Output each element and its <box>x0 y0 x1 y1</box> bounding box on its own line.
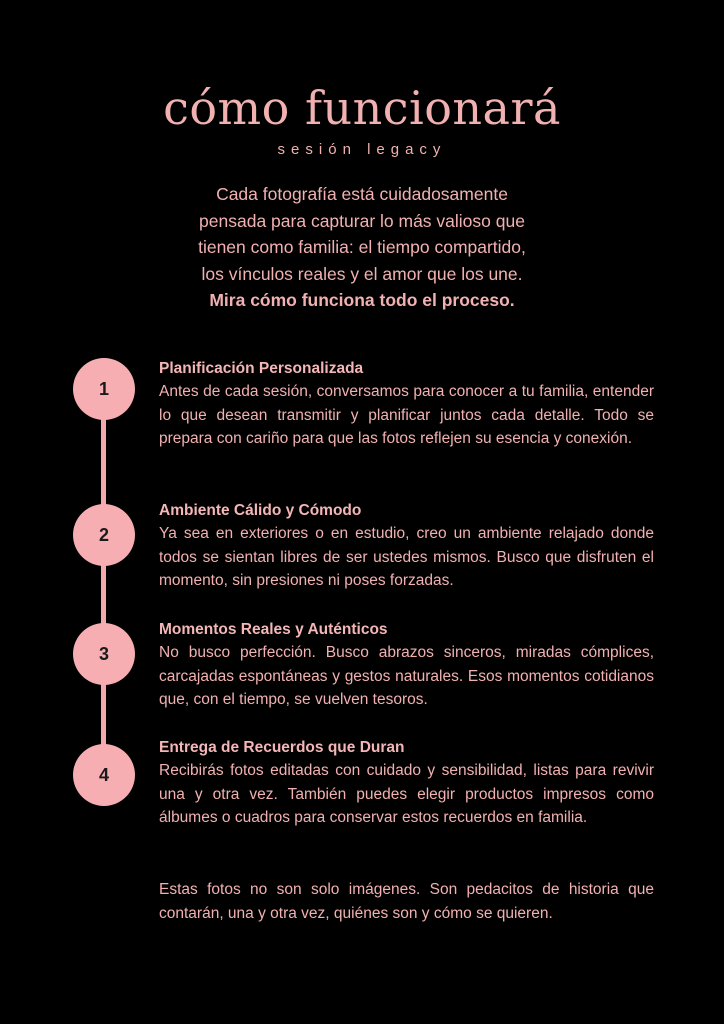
step-number-badge: 4 <box>73 744 135 806</box>
closing-paragraph: Estas fotos no son solo imágenes. Son pedacitos de historia que contarán, una y otra vez, quiénes son y cómo se quieren. <box>159 881 654 922</box>
intro-line: Cada fotografía está cuidadosamente <box>216 184 508 204</box>
step-title: Planificación Personalizada <box>159 360 364 377</box>
intro-paragraph <box>140 181 584 314</box>
page-subtitle: sesión legacy <box>277 141 447 158</box>
step-item-planificacion <box>159 358 654 451</box>
step-title: Entrega de Recuerdos que Duran <box>159 739 405 756</box>
step-title: Momentos Reales y Auténticos <box>159 621 388 638</box>
step-description: No busco perfección. Busco abrazos sinceros, miradas cómplices, carcajadas espontáneas y gestos naturales. Esos momentos cotidianos que, con el tiempo, se vuelven tesoros. <box>159 644 654 709</box>
step-number-badge: 3 <box>73 623 135 685</box>
intro-emphasis: Mira cómo funciona todo el proceso. <box>209 290 515 310</box>
page-title: cómo funcionará <box>163 81 561 135</box>
step-description: Antes de cada sesión, conversamos para conocer a tu familia, entender lo que desean transmitir y planificar juntos cada detalle. Todo se prepara con cariño para que las fotos reflejen su esencia y conexión. <box>159 383 654 448</box>
intro-line: los vínculos reales y el amor que los une. <box>201 263 523 284</box>
timeline-connector <box>101 390 106 775</box>
intro-line: pensada para capturar lo más valioso que <box>199 210 525 231</box>
intro-line: tienen como familia: el tiempo compartido, <box>198 237 526 257</box>
step-item-entrega <box>159 737 654 830</box>
step-number-badge: 1 <box>73 358 135 420</box>
step-number-badge: 2 <box>73 504 135 566</box>
step-description: Ya sea en exteriores o en estudio, creo un ambiente relajado donde todos se sientan libres de ser ustedes mismos. Busco que disfruten el momento, sin presiones ni poses forzadas. <box>159 525 654 590</box>
step-title: Ambiente Cálido y Cómodo <box>159 502 362 519</box>
step-description: Recibirás fotos editadas con cuidado y sensibilidad, listas para revivir una y otra vez. También puedes elegir productos impresos como álbumes o cuadros para conservar estos recuerdos en familia. <box>159 762 654 827</box>
step-item-momentos <box>159 619 654 712</box>
step-item-ambiente <box>159 500 654 593</box>
